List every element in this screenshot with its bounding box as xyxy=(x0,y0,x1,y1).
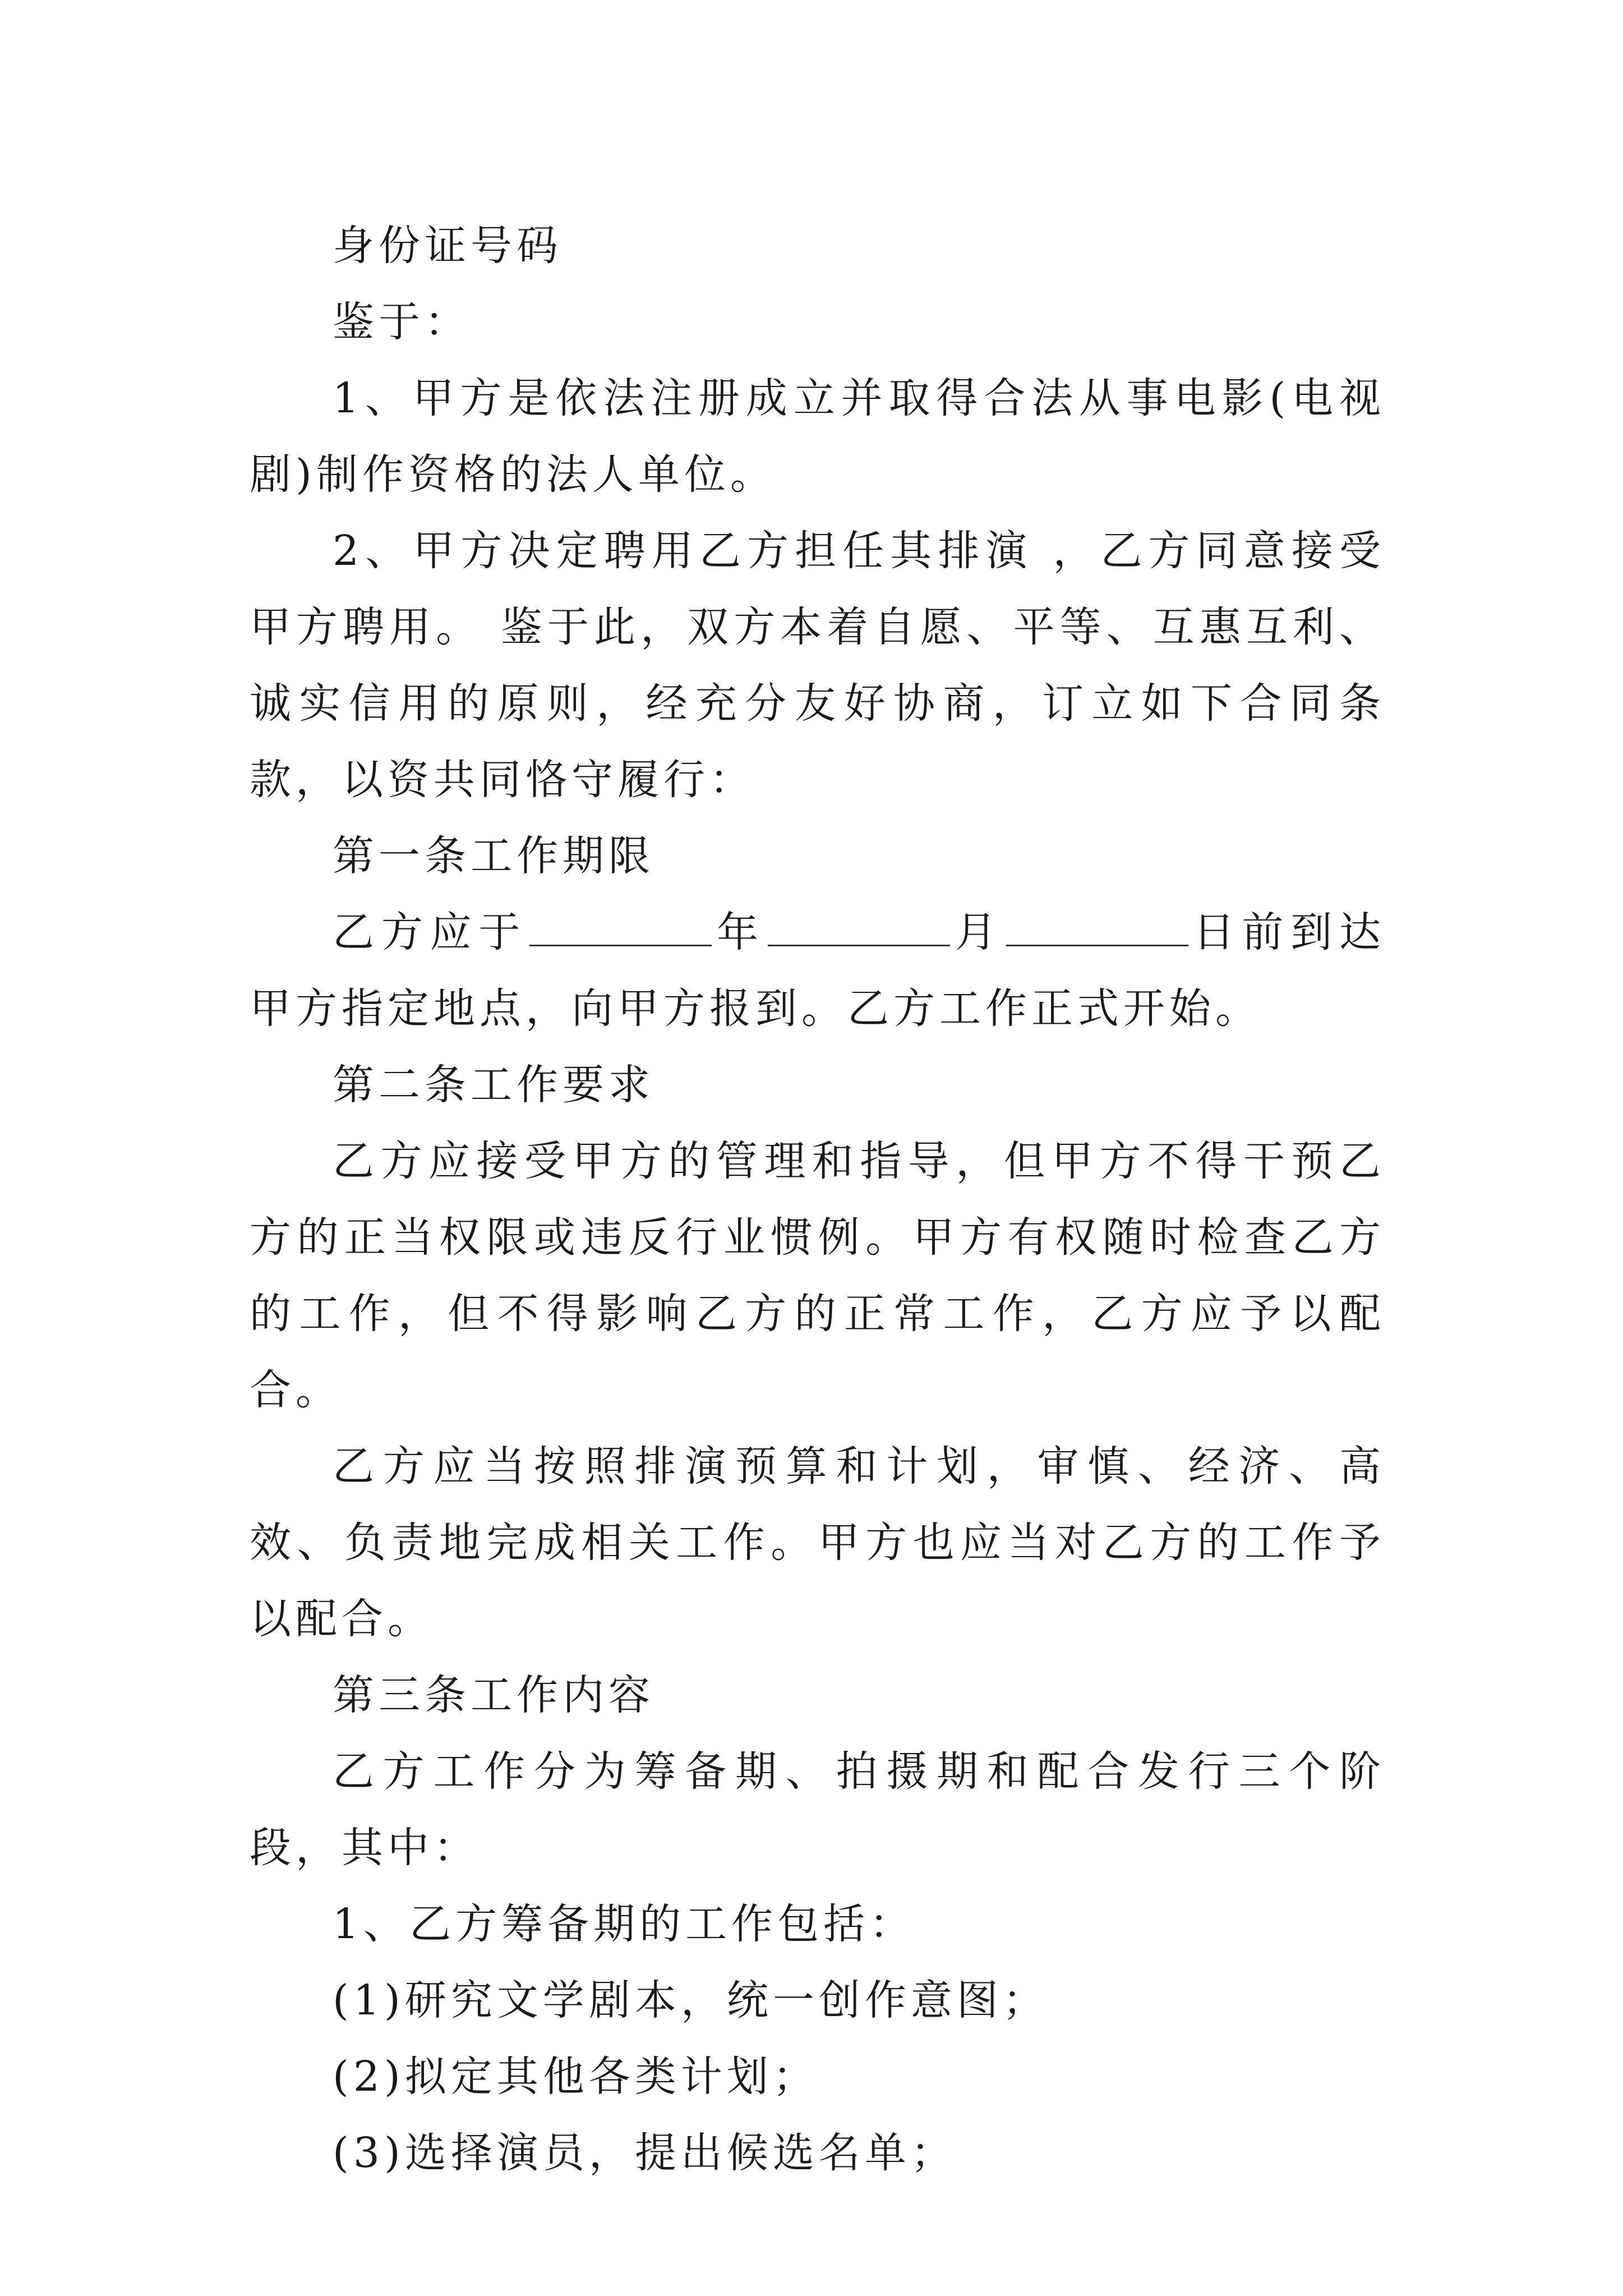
date-clause-month: 月 xyxy=(952,908,1004,956)
article-3-heading: 第三条工作内容 xyxy=(333,1671,654,1719)
paragraph-article-2-a: 乙方应接受甲方的管理和指导，但甲方不得干预乙方的正当权限或违反行业惯例。甲方有权随时检查乙方的工作，但不得影响乙方的正常工作，乙方应予以配合。 xyxy=(250,1137,1385,1414)
paragraph-date-clause xyxy=(250,894,1385,1047)
document-body xyxy=(250,208,1385,2191)
paragraph-whereas: 鉴于： xyxy=(333,298,471,346)
blank-month[interactable] xyxy=(768,909,950,946)
paragraph-prep-period: 1、乙方筹备期的工作包括： xyxy=(333,1900,916,1948)
paragraph-article-3-intro: 乙方工作分为筹备期、拍摄期和配合发行三个阶段，其中： xyxy=(250,1747,1385,1872)
list-item-3: (3)选择演员，提出候选名单； xyxy=(333,2129,957,2177)
paragraph-recital-2: 2、甲方决定聘用乙方担任其排演 ，乙方同意接受甲方聘用。 鉴于此，双方本着自愿、平等、互惠互利、诚实信用的原则，经充分友好协商，订立如下合同条款，以资共同恪守履行： xyxy=(250,527,1385,804)
list-item-1: (1)研究文学剧本，统一创作意图； xyxy=(333,1976,1049,2024)
blank-day[interactable] xyxy=(1006,909,1188,946)
date-clause-prefix: 乙方应于 xyxy=(333,908,528,956)
article-1-heading: 第一条工作期限 xyxy=(333,832,654,880)
date-clause-year: 年 xyxy=(714,908,766,956)
list-item-2: (2)拟定其他各类计划； xyxy=(333,2053,819,2101)
blank-year[interactable] xyxy=(529,909,712,946)
paragraph-id-number: 身份证号码 xyxy=(333,222,562,270)
paragraph-recital-1: 1、甲方是依法注册成立并取得合法从事电影(电视剧)制作资格的法人单位。 xyxy=(250,374,1385,499)
article-2-heading: 第二条工作要求 xyxy=(333,1061,654,1109)
paragraph-article-2-b: 乙方应当按照排演预算和计划，审慎、经济、高效、负责地完成相关工作。甲方也应当对乙方的工作予以配合。 xyxy=(250,1442,1385,1643)
date-clause-suffix: 日前到达甲方指定地点，向甲方报到。乙方工作正式开始。 xyxy=(250,908,1386,1033)
